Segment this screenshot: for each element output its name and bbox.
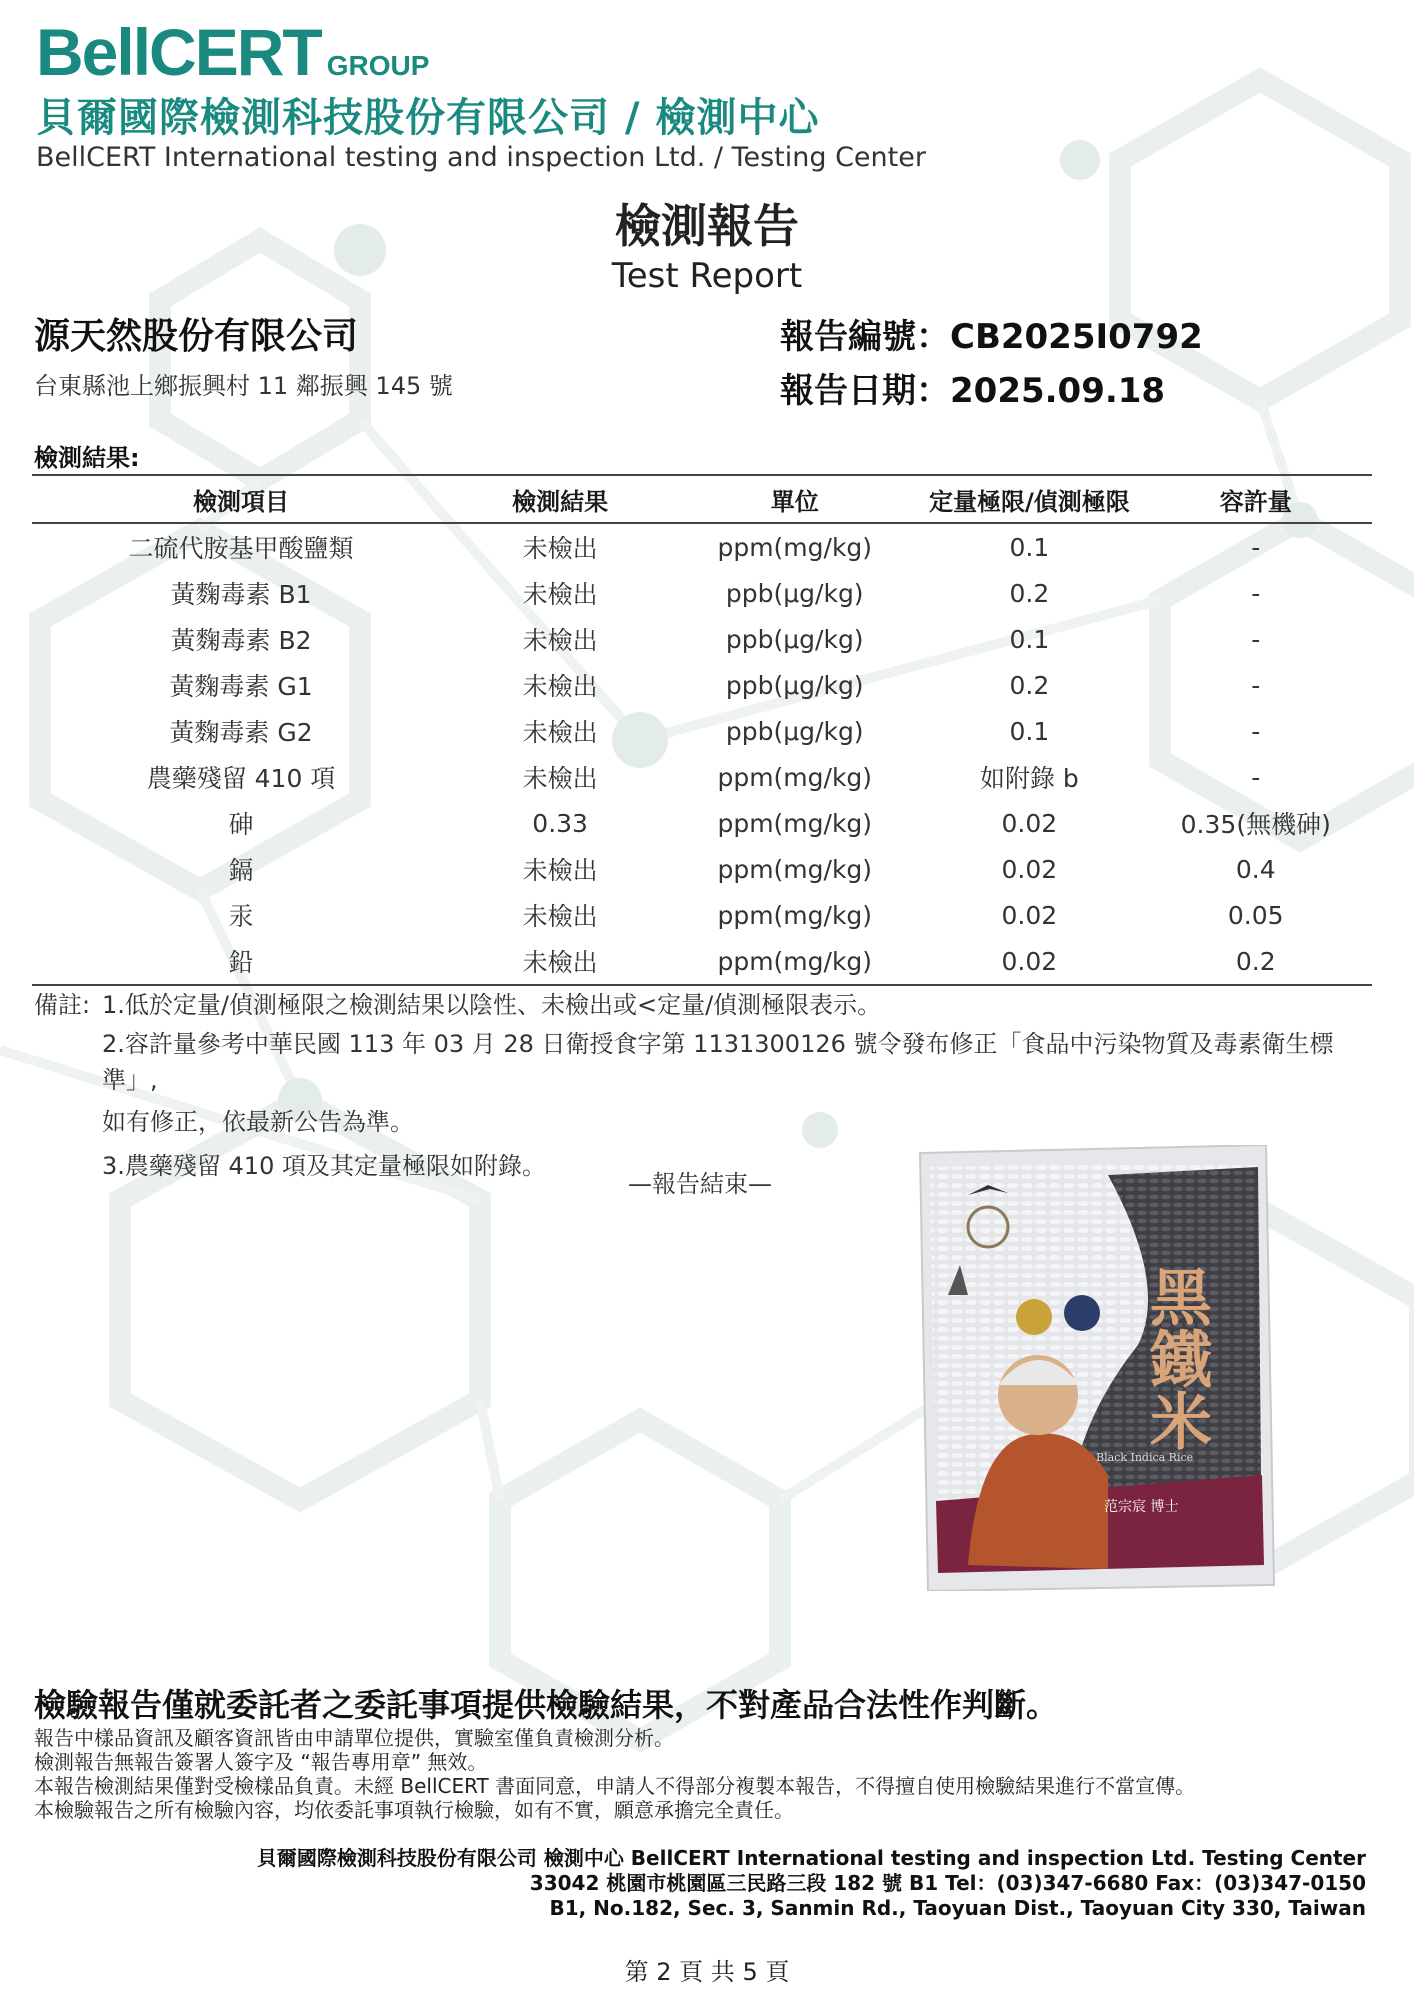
logo-group-text: GROUP: [326, 50, 430, 81]
cell-unit: ppb(μg/kg): [725, 578, 864, 608]
report-meta: [780, 310, 1203, 418]
header-limit: 定量極限/偵測極限: [919, 475, 1139, 523]
footer-contact: [257, 1846, 1366, 1921]
table-row: [32, 938, 1372, 985]
notes-prefix: 備註:: [34, 991, 91, 1019]
cell-tolerance: -: [1251, 624, 1261, 654]
company-name-en: BellCERT International testing and inspection Ltd. / Testing Center: [36, 142, 926, 173]
cell-result: 未檢出: [522, 672, 598, 701]
note-3: 3.農藥殘留 410 項及其定量極限如附錄。: [102, 1152, 546, 1180]
report-date: 報告日期：2025.09.18: [780, 371, 1166, 411]
footer-company: 貝爾國際檢測科技股份有限公司 檢測中心 BellCERT International testing and inspection Ltd. Testing Center: [256, 1846, 1366, 1870]
cell-item: 砷: [228, 810, 254, 839]
disclaimer-line: 報告中樣品資訊及顧客資訊皆由申請單位提供，實驗室僅負責檢測分析。: [34, 1726, 674, 1750]
report-title-en: Test Report: [611, 256, 803, 296]
cell-item: 黃麴毒素 B2: [170, 626, 312, 655]
cell-unit: ppm(mg/kg): [717, 532, 873, 562]
table-row: [32, 754, 1372, 800]
product-person-name: 范宗宸 博士: [1104, 1499, 1179, 1515]
logo-wordmark: BellCERT: [36, 15, 321, 89]
header-result: 檢測結果: [450, 475, 670, 523]
cell-unit: ppb(μg/kg): [725, 624, 864, 654]
table-row: [32, 800, 1372, 846]
cell-result: 未檢出: [522, 626, 598, 655]
note-row: [34, 984, 1384, 1026]
cell-tolerance: -: [1251, 670, 1261, 700]
cell-limit: 0.02: [919, 938, 1139, 985]
disclaimer-line: 本檢驗報告之所有檢驗內容，均依委託事項執行檢驗，如有不實，願意承擔完全責任。: [34, 1798, 794, 1822]
note-2-continued: 如有修正，依最新公告為準。: [102, 1108, 414, 1136]
results-label: 檢測結果:: [34, 444, 140, 472]
cell-tolerance: -: [1251, 762, 1261, 792]
disclaimer-lines: [34, 1726, 1195, 1822]
product-rice-bag-image: [908, 1145, 1278, 1591]
client-address: 台東縣池上鄉振興村 11 鄰振興 145 號: [34, 372, 453, 400]
client-name: 源天然股份有限公司: [34, 316, 359, 357]
disclaimer-line: 檢測報告無報告簽署人簽字及 “報告專用章” 無效。: [34, 1750, 488, 1774]
cell-limit: 0.2: [1009, 578, 1050, 608]
cell-unit: ppm(mg/kg): [670, 938, 919, 985]
cell-limit: 0.02: [1001, 854, 1058, 884]
cell-item: 鎘: [228, 856, 254, 885]
cell-unit: ppb(μg/kg): [725, 716, 864, 746]
header-unit: 單位: [670, 475, 919, 523]
cell-limit: 0.2: [1009, 670, 1050, 700]
cell-result: 未檢出: [522, 764, 598, 793]
cell-item: 汞: [228, 902, 254, 931]
cell-item: 二硫代胺基甲酸鹽類: [128, 534, 354, 563]
footer-address-zh: 33042 桃園市桃園區三民路三段 182 號 B1 Tel：(03)347-6680 Fax：(03)347-0150: [529, 1871, 1366, 1895]
cell-item: 農藥殘留 410 項: [146, 764, 336, 793]
cell-result: 未檢出: [522, 902, 598, 931]
product-brand-text: 黑鐵米: [1139, 1265, 1213, 1451]
cell-tolerance: 0.35(無機砷): [1180, 810, 1331, 839]
cell-result: 未檢出: [522, 856, 598, 885]
cell-item: 鉛: [32, 938, 450, 985]
cell-tolerance: 0.05: [1227, 900, 1284, 930]
cell-unit: ppm(mg/kg): [717, 900, 873, 930]
results-table: [32, 474, 1372, 986]
table-row: [32, 662, 1372, 708]
cell-tolerance: -: [1251, 578, 1261, 608]
cell-result: 未檢出: [522, 580, 598, 609]
cell-item: 黃麴毒素 G1: [169, 672, 313, 701]
cell-limit: 0.1: [1009, 716, 1050, 746]
product-english-name: Black Indica Rice: [1096, 1451, 1194, 1464]
report-title-zh: 檢測報告: [615, 199, 799, 253]
table-row: [32, 846, 1372, 892]
cell-limit: 0.02: [1001, 808, 1058, 838]
cell-unit: ppm(mg/kg): [717, 762, 873, 792]
header-tolerance: 容許量: [1139, 475, 1372, 523]
table-row: [32, 570, 1372, 616]
cell-item: 黃麴毒素 G2: [169, 718, 313, 747]
cell-limit: 0.02: [1001, 900, 1058, 930]
page-number: 第 2 頁 共 5 頁: [624, 1958, 790, 1986]
cell-item: 黃麴毒素 B1: [170, 580, 312, 609]
disclaimer-line: 本報告檢測結果僅對受檢樣品負責。未經 BellCERT 書面同意，申請人不得部分複製本報告，不得擅自使用檢驗結果進行不當宣傳。: [34, 1774, 1196, 1798]
footer-address-en: B1, No.182, Sec. 3, Sanmin Rd., Taoyuan Dist., Taoyuan City 330, Taiwan: [549, 1896, 1366, 1920]
cell-result: 未檢出: [522, 534, 598, 563]
cell-unit: ppm(mg/kg): [717, 808, 873, 838]
header-test-item: 檢測項目: [32, 475, 450, 523]
table-row: [32, 708, 1372, 754]
cell-unit: ppb(μg/kg): [725, 670, 864, 700]
table-row: [32, 523, 1372, 570]
table-row: [32, 892, 1372, 938]
cell-limit: 0.1: [1009, 624, 1050, 654]
report-number: 報告編號：CB2025I0792: [780, 317, 1203, 357]
cell-result: 未檢出: [522, 718, 598, 747]
disclaimer-title: 檢驗報告僅就委託者之委託事項提供檢驗結果，不對產品合法性作判斷。: [34, 1686, 1059, 1724]
cell-limit: 如附錄 b: [979, 764, 1079, 793]
cell-tolerance: -: [1251, 532, 1261, 562]
cell-tolerance: -: [1251, 716, 1261, 746]
cell-limit: 0.1: [1009, 532, 1050, 562]
table-row: [32, 616, 1372, 662]
cell-unit: ppm(mg/kg): [717, 854, 873, 884]
cell-tolerance: 0.2: [1139, 938, 1372, 985]
company-name-zh: 貝爾國際檢測科技股份有限公司 / 檢測中心: [36, 95, 820, 141]
cell-result: 未檢出: [450, 938, 670, 985]
note-1: 1.低於定量/偵測極限之檢測結果以陰性、未檢出或<定量/偵測極限表示。: [102, 991, 882, 1019]
table-header-row: [32, 475, 1372, 523]
cell-tolerance: 0.4: [1235, 854, 1276, 884]
report-end-marker: —報告結束—: [628, 1170, 772, 1198]
note-2: 2.容許量參考中華民國 113 年 03 月 28 日衛授食字第 1131300126 號令發布修正「食品中污染物質及毒素衛生標準」,: [102, 1030, 1334, 1094]
bellcert-logo: [36, 14, 429, 90]
cell-result: 0.33: [532, 808, 588, 838]
